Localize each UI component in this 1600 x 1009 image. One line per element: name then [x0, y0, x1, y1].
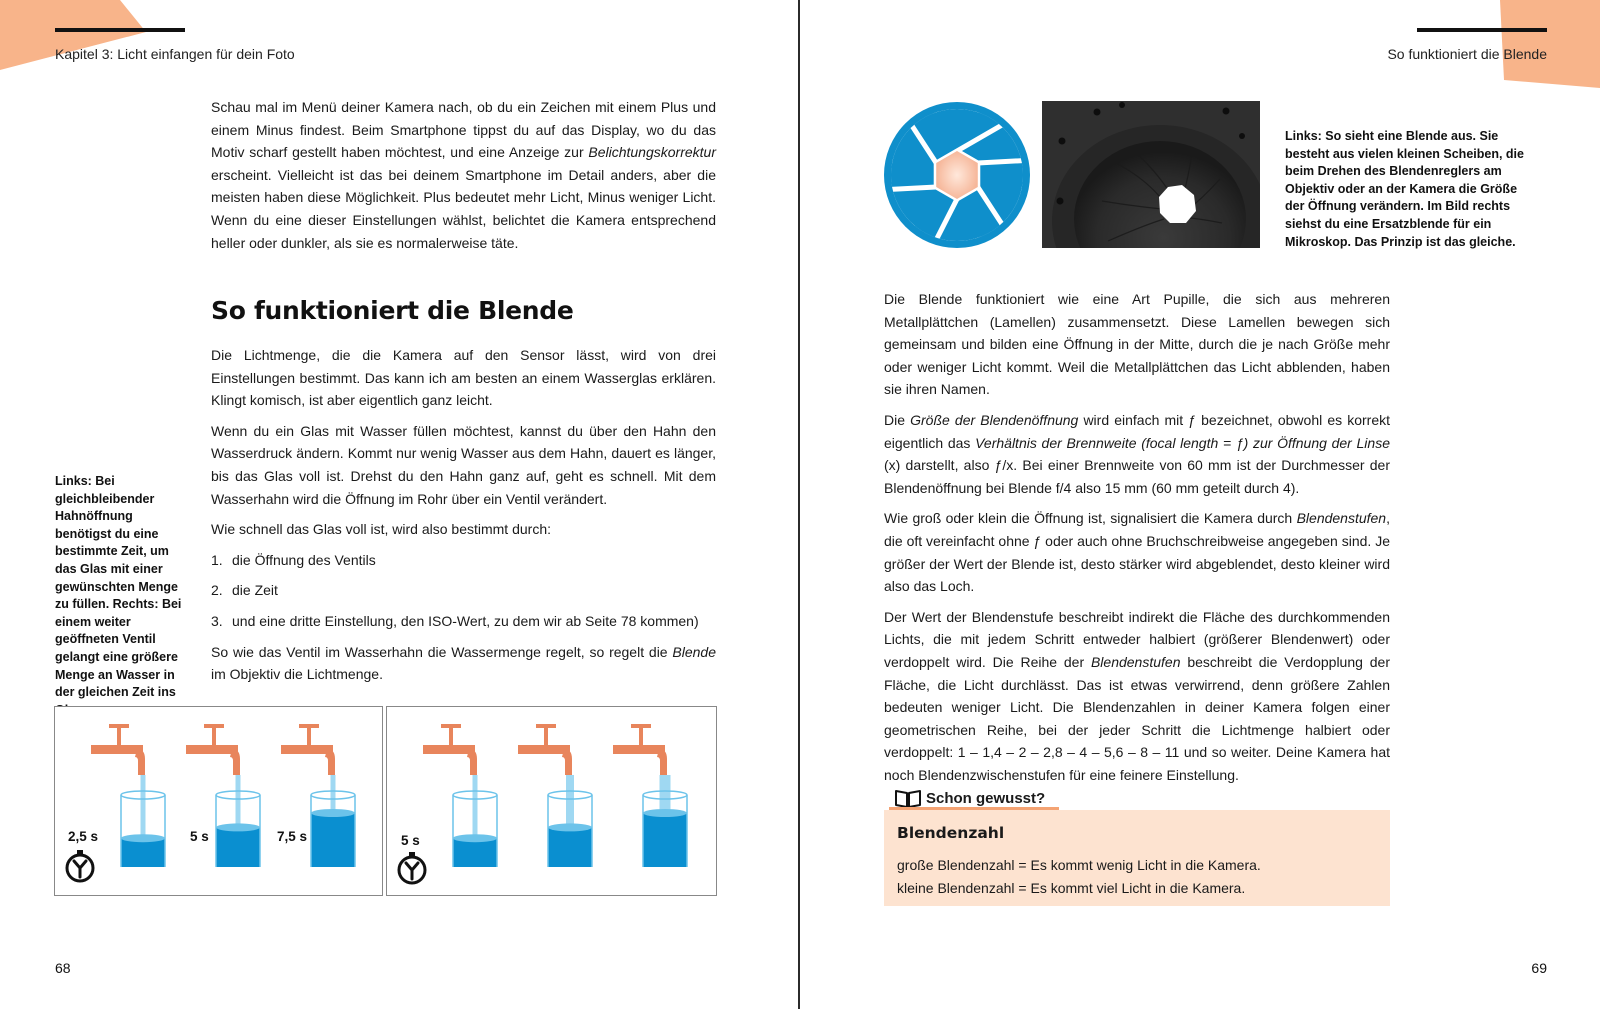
faucet-glass-group [423, 724, 497, 867]
stopwatch-icon [399, 852, 425, 883]
page-number-right: 69 [1531, 960, 1547, 976]
faucet-pipe [281, 745, 333, 754]
water-stream [331, 775, 336, 813]
faucet-pipe [518, 745, 570, 754]
faucet-spout [325, 749, 335, 775]
faucet-spout [467, 749, 477, 775]
faucet-spout [562, 749, 572, 775]
water-stream [236, 775, 241, 827]
faucet-glass-group [281, 724, 355, 867]
faucet-pipe [613, 745, 665, 754]
aperture-icon [880, 98, 1034, 252]
paragraph-list-intro: Wie schnell das Glas voll ist, wird also bestimmt durch: [211, 521, 551, 538]
paragraph-faucet: Wenn du ein Glas mit Wasser füllen möchtest, kannst du über den Hahn den Wasserdruck ändern. Kommt nur wenig Wasser aus dem Hahn, dauert es länger, bis das Glas voll ist. Drehst du den Hahn ganz auf, geht es schnell. Mit dem Wasserhahn wird die Öffnung im Rohr über ein Ventil verändert. [211, 422, 716, 507]
water-stream [566, 775, 574, 827]
stopwatch-icon [67, 850, 93, 881]
faucet-handle [204, 724, 224, 728]
head-rule-left [55, 28, 185, 32]
section-heading: So funktioniert die Blende [211, 296, 574, 325]
faucet-glasses-illustration [387, 707, 716, 895]
faucet-spout [230, 749, 240, 775]
paragraph-valve: So wie das Ventil im Wasserhahn die Wassermenge regelt, so regelt die Blende im Objektiv die Lichtmenge. [211, 643, 716, 683]
water-surface [453, 834, 497, 842]
left-page [0, 0, 798, 1009]
faucet-glass-group [91, 724, 165, 867]
water-stream [473, 775, 478, 838]
illustration-panel-time [54, 706, 383, 896]
water-surface [643, 809, 687, 817]
microscope-aperture-photo [1042, 101, 1260, 248]
faucet-glass-group [186, 724, 260, 867]
paragraph-stops: Wie groß oder klein die Öffnung ist, signalisiert die Kamera durch Blendenstufen, die oft vereinfacht ohne ƒ oder auch ohne Bruchschreibweise angegeben sind. Je größer der Wert der Blende ist, desto stärker wird abgeblendet, desto kleiner wird also das Loch. [884, 510, 1390, 595]
left-body-text [211, 344, 716, 694]
illustration-panel-valve [386, 706, 717, 896]
paragraph-pupil: Die Blende funktioniert wie eine Art Pupille, die sich aus mehreren Metallplättchen (Lamellen) zusammensetzt. Diese Lamellen bewegen sich gemeinsam und bilden eine Öffnung in der Mitte, durch die je nach Größe mehr oder weniger Licht kommt. Weil die Metallplättchen das Licht abblenden, haben sie ihren Namen. [884, 291, 1390, 398]
faucet-spout [657, 749, 667, 775]
faucet-spout [135, 749, 145, 775]
faucet-stem [307, 727, 311, 745]
faucet-stem [639, 727, 643, 745]
water-stream [141, 775, 146, 838]
water-stream [660, 775, 671, 813]
info-box-label: Schon gewusst? [926, 789, 1046, 807]
head-rule-right [1417, 28, 1547, 32]
faucet-glasses-illustration [55, 707, 382, 895]
page-number-left: 68 [55, 960, 71, 976]
faucet-stem [117, 727, 121, 745]
faucet-handle [109, 724, 129, 728]
water-surface [548, 823, 592, 831]
water-fill [453, 838, 497, 867]
running-head-right: So funktioniert die Blende [1387, 46, 1547, 62]
faucet-handle [631, 724, 651, 728]
factor-list [211, 549, 716, 633]
faucet-pipe [423, 745, 475, 754]
time-label: 5 s [190, 829, 209, 844]
faucet-handle [536, 724, 556, 728]
faucet-handle [441, 724, 461, 728]
water-surface [216, 823, 260, 831]
paragraph-intro-light: Die Lichtmenge, die die Kamera auf den Sensor lässt, wird von drei Einstellungen bestimmt. Das kann ich am besten an einem Wasserglas erklären. Klingt komisch, ist aber eigentlich ganz leicht. [211, 347, 716, 409]
info-box-label-row [894, 787, 1045, 809]
corner-accent-right [1500, 0, 1600, 90]
intro-paragraph: Schau mal im Menü deiner Kamera nach, ob du ein Zeichen mit einem Plus und einem Minus findest. Beim Smartphone tippst du auf das Display, wo du das Motiv scharf gestellt haben möchtest, und eine Anzeige zur Belichtungskorrektur erscheint. Vielleicht ist das bei deinem Smartphone im Detail anders, aber die meisten haben diese Möglichkeit. Plus bedeutet mehr Licht, Minus weniger Licht. Wenn du eine dieser Einstellungen wählst, belichtet die Kamera entsprechend heller oder dunkler, als sie es normalerweise täte. [211, 99, 716, 251]
time-label: 5 s [401, 833, 420, 848]
faucet-glass-group [613, 724, 687, 867]
list-item: 2. die Zeit [211, 582, 278, 599]
faucet-stem [449, 727, 453, 745]
water-fill [548, 827, 592, 867]
paragraph-stop-series: Der Wert der Blendenstufe beschreibt indirekt die Fläche des durchkommenden Lichts, die mit jedem Schritt entweder halbiert (größerer Blendenwert) oder verdoppelt wird. Die Reihe der Blendenstufen beschreibt die Verdopplung der Fläche, die Licht durchlässt. Das ist etwas verwirrend, denn größere Zahlen bedeuten weniger Licht. Die Blendenzahlen in deiner Kamera folgen einer geometrischen Reihe, bei der jeder Schritt die Lichtmenge halbiert oder verdoppelt: 1 – 1,4 – 2 – 2,8 – 4 – 5,6 – 8 – 11 und so weiter. Deine Kamera hat noch Blendenzwischenstufen für eine feinere Einstellung. [884, 608, 1390, 783]
running-head-left: Kapitel 3: Licht einfangen für dein Foto [55, 46, 295, 62]
info-box-text [897, 854, 1261, 899]
side-caption-faucets: Links: Bei gleichbleibender Hahnöffnung benötigst du eine bestimmte Zeit, um das Glas mit einer gewünschten Menge zu füllen. Rechts: Bei einem weiter geöffneten Ventil gelangt eine größere Menge an Wasser in der gleichen Zeit ins [55, 474, 182, 700]
info-line: kleine Blendenzahl = Es kommt viel Licht in die Kamera. [897, 879, 1246, 896]
open-book-icon [894, 787, 922, 809]
faucet-stem [212, 727, 216, 745]
water-fill [311, 813, 355, 867]
photo-caption: Links: So sieht eine Blende aus. Sie besteht aus vielen kleinen Scheiben, die beim Drehen des Blendenreglers am Objektiv oder an der Kamera die Größe der Öffnung verändern. Im Bild rechts siehst du eine Ersatzblende für ein Mikroskop. Das Prinzip ist das gleiche. [1285, 129, 1524, 249]
info-box [884, 810, 1390, 906]
faucet-pipe [186, 745, 238, 754]
faucet-pipe [91, 745, 143, 754]
water-fill [643, 813, 687, 867]
water-surface [311, 809, 355, 817]
time-label: 2,5 s [68, 829, 99, 844]
water-fill [121, 838, 165, 867]
right-body-text [884, 288, 1390, 794]
corner-accent-left [0, 0, 150, 75]
list-item: 3. und eine dritte Einstellung, den ISO-Wert, zu dem wir ab Seite 78 kommen) [211, 612, 699, 629]
water-fill [216, 827, 260, 867]
info-line: große Blendenzahl = Es kommt wenig Licht in die Kamera. [897, 857, 1261, 873]
paragraph-f-number: Die Größe der Blendenöffnung wird einfach mit ƒ bezeichnet, obwohl es korrekt eigentlich das Verhältnis der Brennweite (focal length = ƒ) zur Öffnung der Linse (x) darstellt, also ƒ/x. Bei einer Brennweite von 60 mm ist der Durchmesser der Blendenöffnung bei Blende f/4 also 15 mm (60 mm geteilt durch 4). [884, 411, 1390, 496]
faucet-handle [299, 724, 319, 728]
faucet-stem [544, 727, 548, 745]
time-label: 7,5 s [277, 829, 308, 844]
info-box-title: Blendenzahl [897, 824, 1005, 842]
right-page [800, 0, 1600, 1009]
list-item: 1. die Öffnung des Ventils [211, 551, 376, 568]
water-surface [121, 834, 165, 842]
faucet-glass-group [518, 724, 592, 867]
